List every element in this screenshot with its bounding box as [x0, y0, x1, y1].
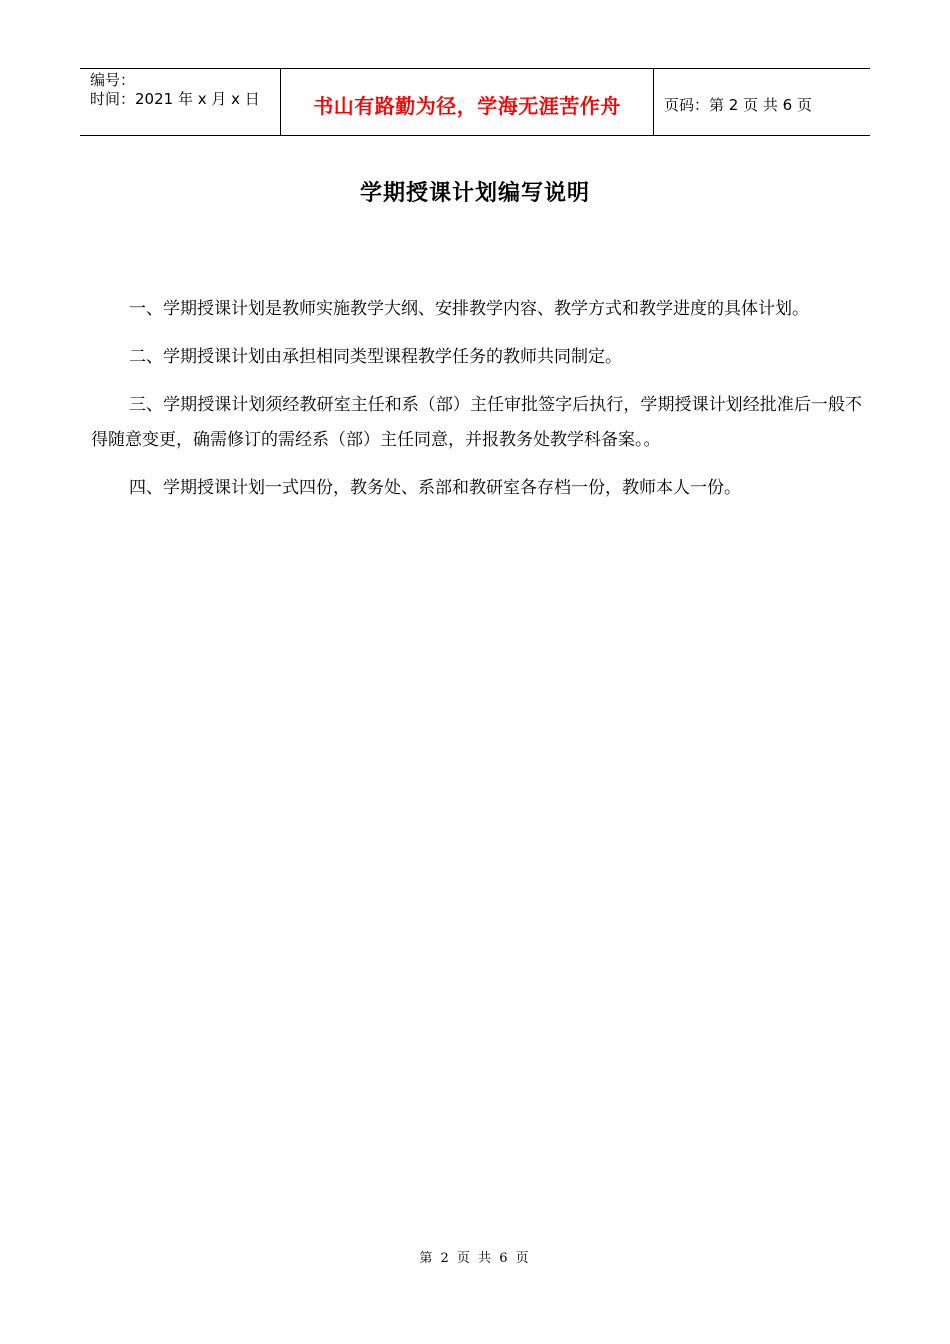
footer-page-number: 第 2 页 共 6 页 — [419, 1251, 531, 1266]
slogan-text: 书山有路勤为径，学海无涯苦作舟 — [313, 93, 621, 118]
header-meta-cell — [80, 69, 281, 135]
header-page-info: 页码：第 2 页 共 6 页 — [664, 95, 812, 114]
paragraph-2: 二、学期授课计划由承担相同类型课程教学任务的教师共同制定。 — [129, 347, 622, 367]
serial-number-label: 编号： — [90, 71, 136, 89]
date-label: 时间：2021 年 x 月 x 日 — [90, 90, 260, 108]
paragraph-3: 三、学期授课计划须经教研室主任和系（部）主任审批签字后执行，学期授课计划经批准后一般不得随意变更，确需修订的需经系（部）主任同意，并报教务处教学科备案。。 — [91, 395, 862, 450]
document-body — [91, 292, 862, 519]
document-title: 学期授课计划编写说明 — [359, 180, 590, 206]
page-header — [80, 68, 870, 136]
header-page-cell — [654, 69, 870, 135]
paragraph-4: 四、学期授课计划一式四份，教务处、系部和教研室各存档一份，教师本人一份。 — [129, 478, 741, 498]
paragraph-1: 一、学期授课计划是教师实施教学大纲、安排教学内容、教学方式和教学进度的具体计划。 — [129, 299, 809, 319]
header-slogan-cell — [281, 69, 654, 135]
